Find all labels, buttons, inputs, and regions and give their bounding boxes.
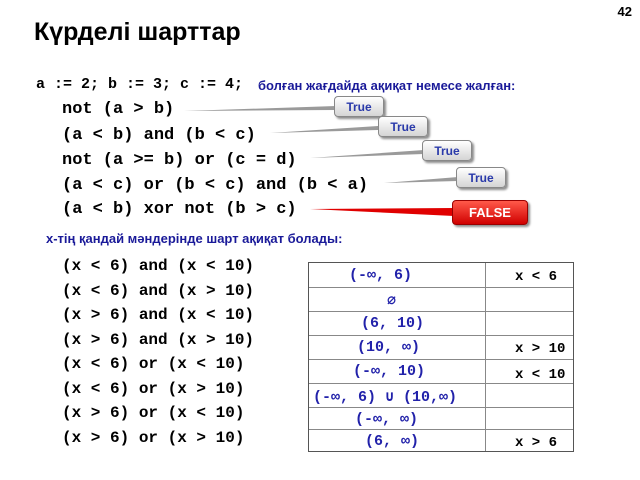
condition-6: (x < 6) or (x > 10) [62,380,245,398]
result-badge-3: True [422,140,472,161]
condition-8: (x > 6) or (x > 10) [62,429,245,447]
condition-1: (x < 6) and (x < 10) [62,257,255,275]
condition-5: (x < 6) or (x < 10) [62,355,245,373]
result-badge-4: True [456,167,506,188]
expression-5: (a < b) xor not (b > c) [62,200,297,219]
condition-4: (x > 6) and (x > 10) [62,331,255,349]
interval-5: (-∞, 10) [353,363,426,380]
intro-code: a := 2; b := 3; c := 4; [36,76,244,93]
interval-1: (-∞, 6) [349,267,413,284]
result-badge-1: True [334,96,384,117]
condition-7: (x > 6) or (x < 10) [62,404,245,422]
interval-3: (6, 10) [361,315,425,332]
interval-8: (6, ∞) [365,433,420,450]
result-badge-5: FALSE [452,200,528,225]
question-text: x-тің қандай мәндерінде шарт ақиқат болады: [46,231,343,246]
interval-2: ∅ [387,293,397,310]
answer-1: x < 6 [515,269,558,285]
answer-4: x > 6 [515,435,558,451]
page-number: 42 [617,4,632,19]
answer-3: x < 10 [515,367,566,383]
expression-1: not (a > b) [62,100,175,119]
page-title: Күрделі шарттар [34,18,241,46]
answer-2: x > 10 [515,341,566,357]
interval-4: (10, ∞) [357,339,421,356]
intro-text: болған жағдайда ақиқат немесе жалған: [258,78,516,93]
condition-2: (x < 6) and (x > 10) [62,282,255,300]
condition-3: (x > 6) and (x < 10) [62,306,255,324]
expression-2: (a < b) and (b < c) [62,126,256,145]
interval-6: (-∞, 6) ∪ (10,∞) [313,389,458,406]
expression-3: not (a >= b) or (c = d) [62,151,297,170]
interval-7: (-∞, ∞) [355,411,419,428]
expression-4: (a < c) or (b < c) and (b < a) [62,176,369,195]
result-badge-2: True [378,116,428,137]
interval-table [308,262,574,452]
